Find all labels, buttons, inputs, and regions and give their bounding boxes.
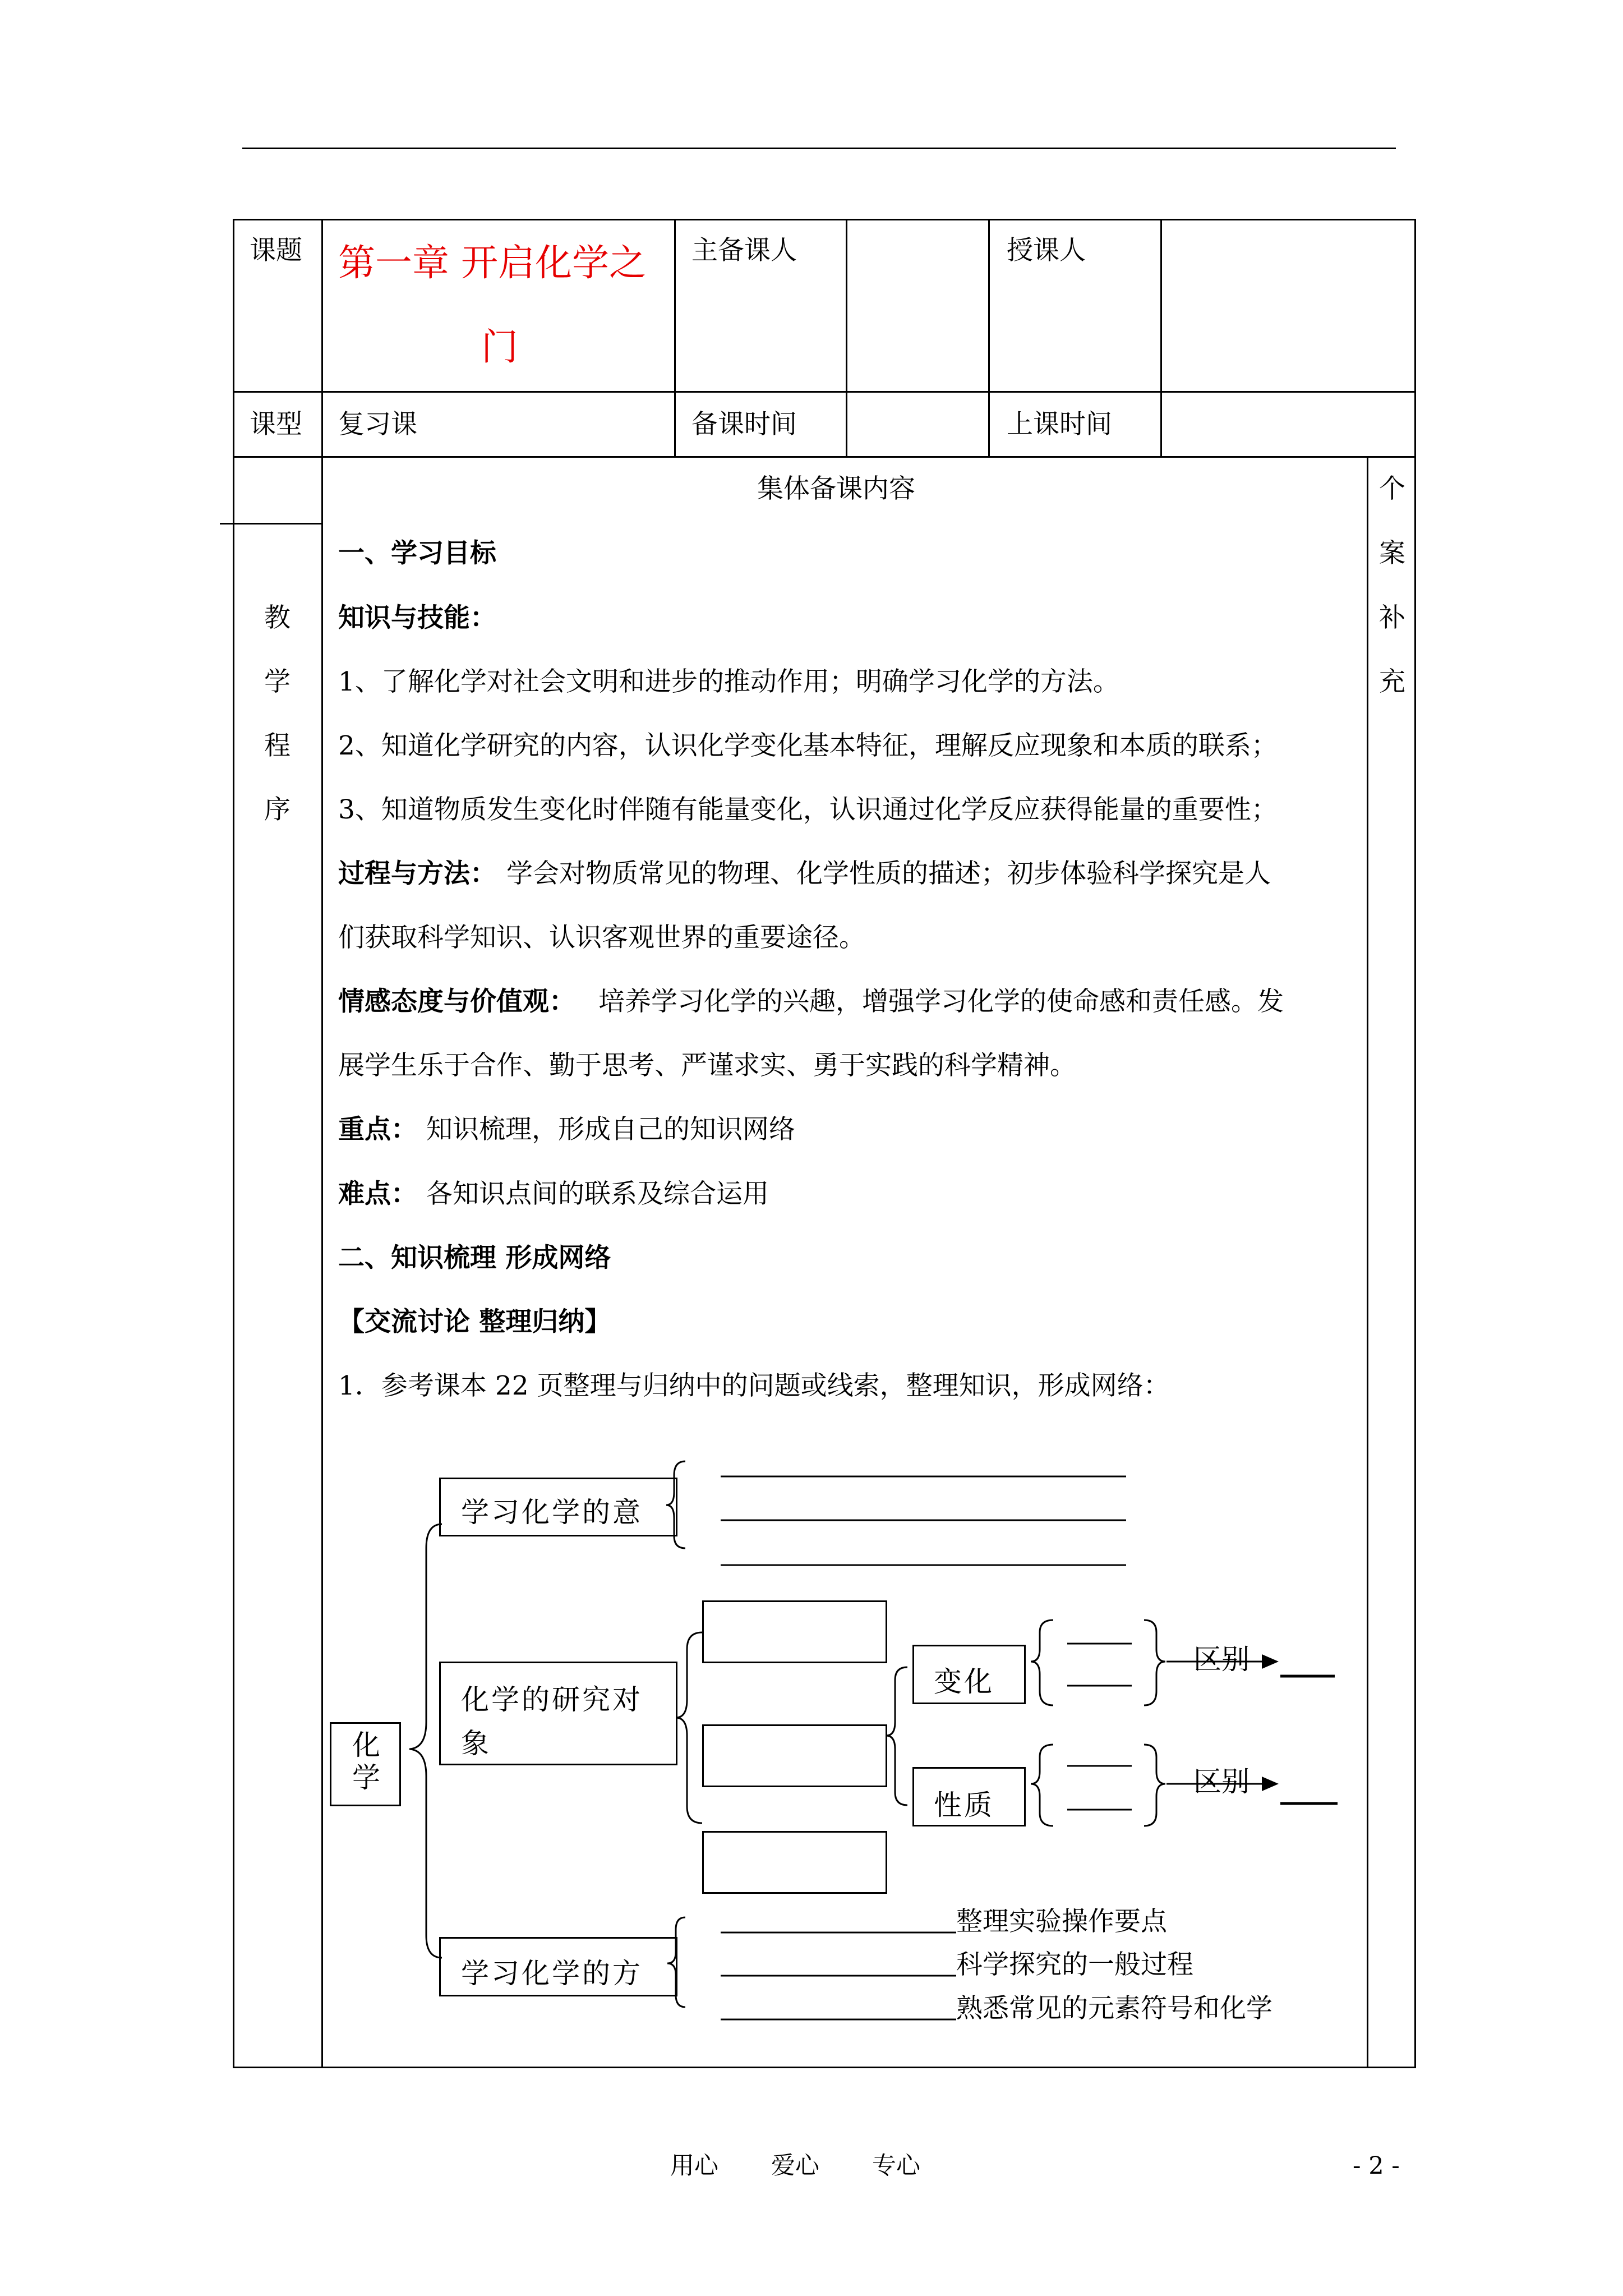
page-number: - 2 - — [1353, 2152, 1400, 2180]
change-label: 变化 — [934, 1665, 994, 1698]
property-right-brace — [1144, 1745, 1165, 1826]
empty-box — [702, 1724, 887, 1787]
emotion-text-2: 展学生乐于合作、勤于思考、严谨求实、勇于实践的科学精神。 — [338, 1050, 1076, 1081]
emotion-text-1: 培养学习化学的兴趣，增强学习化学的使命感和责任感。发 — [598, 986, 1284, 1017]
footer-motto: 爱心 — [771, 2152, 819, 2180]
topic-label: 课题 — [250, 235, 302, 266]
content-header: 集体备课内容 — [757, 473, 915, 504]
key-text: 知识梳理，形成自己的知识网络 — [426, 1114, 795, 1145]
emotion-heading: 情感态度与价值观： — [338, 986, 575, 1017]
empty-box — [702, 1831, 887, 1894]
property-label: 性质 — [934, 1789, 994, 1821]
difficulty-heading: 难点： — [338, 1179, 417, 1209]
teacher-label: 授课人 — [1007, 235, 1086, 266]
right-column-char: 补 — [1379, 602, 1405, 633]
root-brace — [409, 1524, 442, 1958]
branch2-brace — [676, 1632, 702, 1823]
branch2-label-2: 象 — [461, 1727, 491, 1760]
branch1-label: 学习化学的意 — [461, 1496, 643, 1529]
empty-box — [702, 1600, 887, 1663]
difference-label: 区别 — [1193, 1765, 1249, 1798]
root-label-char: 化 — [352, 1729, 382, 1761]
difficulty-text: 各知识点间的联系及综合运用 — [426, 1179, 769, 1209]
branch2-label-1: 化学的研究对 — [461, 1683, 643, 1716]
branch3-label: 学习化学的方 — [461, 1957, 643, 1990]
right-column-char: 充 — [1379, 666, 1405, 697]
objective-item-1: 1、了解化学对社会文明和进步的推动作用；明确学习化学的方法。 — [338, 666, 1119, 697]
process-text-1: 学会对物质常见的物理、化学性质的描述；初步体验科学探究是人 — [506, 858, 1271, 889]
right-column-char: 个 — [1379, 473, 1405, 504]
footer-motto: 用心 — [670, 2152, 718, 2180]
root-label-char: 学 — [352, 1761, 382, 1794]
type-value: 复习课 — [338, 409, 417, 440]
knowledge-heading: 知识与技能： — [338, 602, 496, 633]
topic-value-line1: 第一章 开启化学之 — [338, 241, 646, 284]
type-label: 课型 — [250, 409, 302, 440]
change-brace — [1031, 1620, 1053, 1705]
property-brace — [1031, 1745, 1053, 1826]
lead-preparer-label: 主备课人 — [691, 235, 797, 266]
left-column-char: 学 — [264, 666, 291, 697]
section2-heading: 二、知识梳理 形成网络 — [338, 1243, 611, 1273]
difference-arrow-head — [1262, 1777, 1279, 1791]
root-label — [352, 1729, 386, 1794]
left-column-char: 教 — [264, 602, 291, 633]
difference-arrow-head — [1262, 1654, 1279, 1669]
process-text-2: 们获取科学知识、认识客观世界的重要途径。 — [338, 922, 865, 953]
left-column-char: 序 — [264, 794, 291, 825]
key-heading: 重点： — [338, 1114, 417, 1145]
objective-item-2: 2、知道化学研究的内容，认识化学变化基本特征，理解反应现象和本质的联系； — [338, 730, 1278, 761]
topic-value-line2: 门 — [481, 325, 518, 369]
objective-item-3: 3、知道物质发生变化时伴随有能量变化，认识通过化学反应获得能量的重要性； — [338, 794, 1278, 825]
section1-heading: 一、学习目标 — [338, 538, 496, 569]
change-right-brace — [1144, 1620, 1165, 1705]
discussion-heading: 【交流讨论 整理归纳】 — [338, 1306, 611, 1337]
class-time-label: 上课时间 — [1007, 409, 1112, 440]
instruction-text: 1．参考课本 22 页整理与归纳中的问题或线索，整理知识，形成网络： — [338, 1370, 1170, 1401]
subject-brace — [886, 1667, 907, 1805]
method-item: 科学探究的一般过程 — [956, 1949, 1193, 1980]
method-item: 整理实验操作要点 — [956, 1906, 1167, 1937]
right-column-char: 案 — [1379, 538, 1405, 569]
process-heading: 过程与方法： — [338, 858, 496, 889]
left-column-char: 程 — [264, 730, 291, 761]
prep-time-label: 备课时间 — [691, 409, 797, 440]
difference-label: 区别 — [1193, 1643, 1249, 1676]
footer-motto: 专心 — [872, 2152, 920, 2180]
method-item: 熟悉常见的元素符号和化学 — [956, 1993, 1272, 2024]
